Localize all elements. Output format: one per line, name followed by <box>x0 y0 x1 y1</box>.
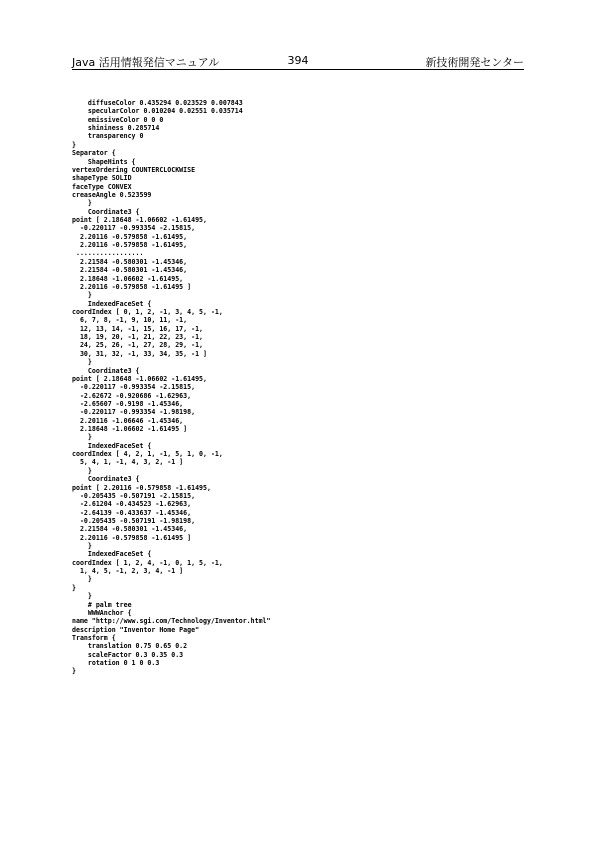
code-line: Coordinate3 { <box>72 207 140 216</box>
code-line: 2.18648 -1.06602 -1.61495 ] <box>72 425 188 434</box>
code-line: transparency 0 <box>72 132 144 141</box>
code-line: 2.20116 -0.579858 -1.61495 ] <box>72 282 192 291</box>
code-line: } <box>72 291 92 300</box>
code-line: scaleFactor 0.3 0.35 0.3 <box>72 650 184 659</box>
code-line: Coordinate3 { <box>72 475 140 484</box>
page-number: 394 <box>287 54 309 67</box>
code-line: 2.21584 -0.580301 -1.45346, <box>72 525 188 534</box>
code-line: -0.220117 -0.993354 -2.15815, <box>72 383 196 392</box>
code-line: } <box>72 575 92 584</box>
code-line: } <box>72 140 76 149</box>
code-line: -0.205435 -0.507191 -2.15815, <box>72 491 196 500</box>
code-line: 24, 25, 26, -1, 27, 28, 29, -1, <box>72 341 204 350</box>
code-line: 2.20116 -1.06646 -1.45346, <box>72 416 184 425</box>
code-line: -0.205435 -0.507191 -1.98198, <box>72 516 196 525</box>
code-line: } <box>72 433 92 442</box>
code-line: creaseAngle 0.523599 <box>72 190 152 199</box>
code-line: Coordinate3 { <box>72 366 140 375</box>
code-line: } <box>72 199 92 208</box>
code-line: 1, 4, 5, -1, 2, 3, 4, -1 ] <box>72 567 184 576</box>
code-line: } <box>72 667 76 676</box>
code-line: rotation 0 1 0 0.3 <box>72 659 160 668</box>
code-line: 2.20116 -0.579858 -1.61495 ] <box>72 533 192 542</box>
code-line: -2.65607 -0.9198 -1.45346, <box>72 399 184 408</box>
code-line: 2.20116 -0.579858 -1.61495, <box>72 232 188 241</box>
code-line: IndexedFaceSet { <box>72 299 152 308</box>
code-line: coordIndex [ 1, 2, 4, -1, 0, 1, 5, -1, <box>72 558 223 567</box>
code-line: specularColor 0.010204 0.02551 0.035714 <box>72 107 243 116</box>
code-line: faceType CONVEX <box>72 182 132 191</box>
code-line: 6, 7, 8, -1, 9, 10, 11, -1, <box>72 316 188 325</box>
code-line: -0.220117 -0.993354 -1.98198, <box>72 408 196 417</box>
code-line: point [ 2.18648 -1.06602 -1.61495, <box>72 216 207 225</box>
header-organization: 新技術開発センター <box>425 56 524 69</box>
code-line: translation 0.75 0.65 0.2 <box>72 642 188 651</box>
code-line: 2.20116 -0.579858 -1.61495, <box>72 241 188 250</box>
code-line: 30, 31, 32, -1, 33, 34, 35, -1 ] <box>72 349 207 358</box>
code-line: 2.18648 -1.06602 -1.61495, <box>72 274 184 283</box>
code-line: point [ 2.18648 -1.06602 -1.61495, <box>72 374 207 383</box>
code-line: IndexedFaceSet { <box>72 550 152 559</box>
page-header <box>72 54 524 68</box>
code-line: shapeType SOLID <box>72 174 132 183</box>
code-line: coordIndex [ 4, 2, 1, -1, 5, 1, 0, -1, <box>72 450 223 459</box>
code-line: IndexedFaceSet { <box>72 441 152 450</box>
code-line: ShapeHints { <box>72 157 136 166</box>
code-line: } <box>72 466 92 475</box>
code-line: 18, 19, 20, -1, 21, 22, 23, -1, <box>72 333 204 342</box>
code-line: ................. <box>72 249 144 258</box>
code-line: diffuseColor 0.435294 0.023529 0.007843 <box>72 99 243 107</box>
code-line: } <box>72 592 92 601</box>
code-line: -2.61204 -0.434523 -1.62963, <box>72 500 192 509</box>
code-line: WWWAnchor { <box>72 608 132 617</box>
code-line: -0.220117 -0.993354 -2.15815, <box>72 224 196 233</box>
code-line: } <box>72 358 92 367</box>
code-line: vertexOrdering COUNTERCLOCKWISE <box>72 165 196 174</box>
code-line: name "http://www.sgi.com/Technology/Inventor.html" <box>72 617 271 626</box>
code-line: -2.62672 -0.920686 -1.62963, <box>72 391 192 400</box>
code-line: shininess 0.285714 <box>72 124 160 133</box>
code-line: description "Inventor Home Page" <box>72 625 200 634</box>
code-line: emissiveColor 0 0 0 <box>72 115 164 124</box>
code-listing <box>72 99 524 676</box>
code-line: Separator { <box>72 149 116 158</box>
code-line: 2.21584 -0.580301 -1.45346, <box>72 266 188 275</box>
code-line: -2.64139 -0.433637 -1.45346, <box>72 508 192 517</box>
code-line: 5, 4, 1, -1, 4, 3, 2, -1 ] <box>72 458 184 467</box>
code-line: Transform { <box>72 634 116 642</box>
code-line: } <box>72 542 92 551</box>
code-line: # palm tree <box>72 600 132 609</box>
header-rule <box>72 69 524 70</box>
code-line: point [ 2.20116 -0.579858 -1.61495, <box>72 483 211 492</box>
code-line: 12, 13, 14, -1, 15, 16, 17, -1, <box>72 324 204 333</box>
code-line: coordIndex [ 0, 1, 2, -1, 3, 4, 5, -1, <box>72 307 223 316</box>
header-title: Java 活用情報発信マニュアル <box>72 56 220 69</box>
code-line: 2.21584 -0.580301 -1.45346, <box>72 257 188 266</box>
code-line: } <box>72 583 76 592</box>
